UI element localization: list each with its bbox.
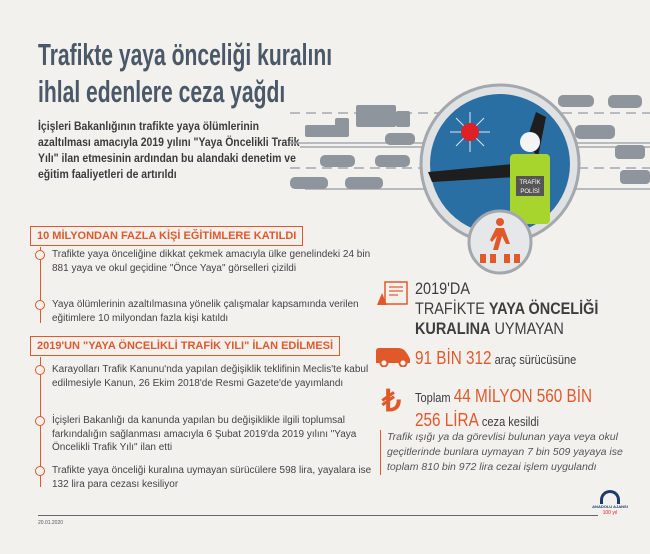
list-item: Trafikte yaya önceliğine dikkat çekmek amacıyla ülke genelindeki 24 bin 881 yaya ve okul geçidine "Önce Yaya" görselleri çizildi [52,249,371,274]
timeline-dot [35,365,45,375]
timeline-dot [35,416,45,426]
van-icon [375,347,411,367]
drivers-count: 91 BİN 312 [415,348,492,368]
fine-total: 44 MİLYON 560 BİN [453,386,593,406]
fine-ticket-icon [376,281,410,307]
list-item: Trafikte yaya önceliği kuralına uymayan sürücülere 598 lira, yayalara ise 132 lira para cezası kesiliyor [52,465,372,490]
date: 20.01.2020 [38,520,64,526]
list-item: Karayolları Trafik Kanunu'nda yapılan değişiklik teklifinin Meclis'te kabul edilmesiyle Kanun, 26 Ekim 2018'de Resmi Gazete'de yayımlandı [52,364,369,389]
page-title: Trafikte yaya önceliği kuralını ihlal edenlere ceza yağdı [38,37,333,109]
aa-logo: ANADOLU AJANSI 100 yıl [590,490,630,517]
list-item: İçişleri Bakanlığı da kanunda yapılan bu değişiklikle ilgili toplumsal farkındalığın sağlanması amacıyla 6 Şubat 2019'da 2019 yılını "Yaya Öncelikli Trafik Yılı" ilan etti [52,415,357,453]
section-heading-year: 2019'UN "YAYA ÖNCELİKLİ TRAFİK YILI" İLAN EDİLMESİ [30,336,340,356]
section-heading-trainings: 10 MİLYONDAN FAZLA KİŞİ EĞİTİMLERE KATILDI [30,226,303,246]
vest-label-1: TRAFİK [519,180,541,186]
timeline-dot [35,300,45,310]
lira-icon: ₺ [382,385,402,418]
list-item: Yaya ölümlerinin azaltılmasına yönelik çalışmalar kapsamında verilen eğitimlere 10 milyondan fazla kişi katıldı [52,299,359,324]
intro-text: İçişleri Bakanlığının trafikte yaya ölümlerinin azaltılması amacıyla 2019 yılını "Yaya Öncelikli Trafik Yılı" ilan etmesinin ardından bu alandaki denetim ve eğitim faaliyetleri de artırıldı [38,119,300,181]
pedestrian-fine-note: Trafik ışığı ya da görevlisi bulunan yaya veya okul geçitlerinde bunlara uymayan 7 bin 509 yayaya ise toplam 810 bin 972 lira cezai işlem uygulandı [380,430,635,475]
crescent-star-emblem [461,123,479,141]
stat-heading: 2019'DA TRAFİKTE YAYA ÖNCELİĞİ KURALINA UYMAYAN [415,279,599,338]
timeline-dot [35,466,45,476]
timeline-dot [35,250,45,260]
footer-rule [38,515,598,516]
traffic-police-illustration [418,82,583,282]
vest-label-2: POLİSİ [520,189,540,195]
